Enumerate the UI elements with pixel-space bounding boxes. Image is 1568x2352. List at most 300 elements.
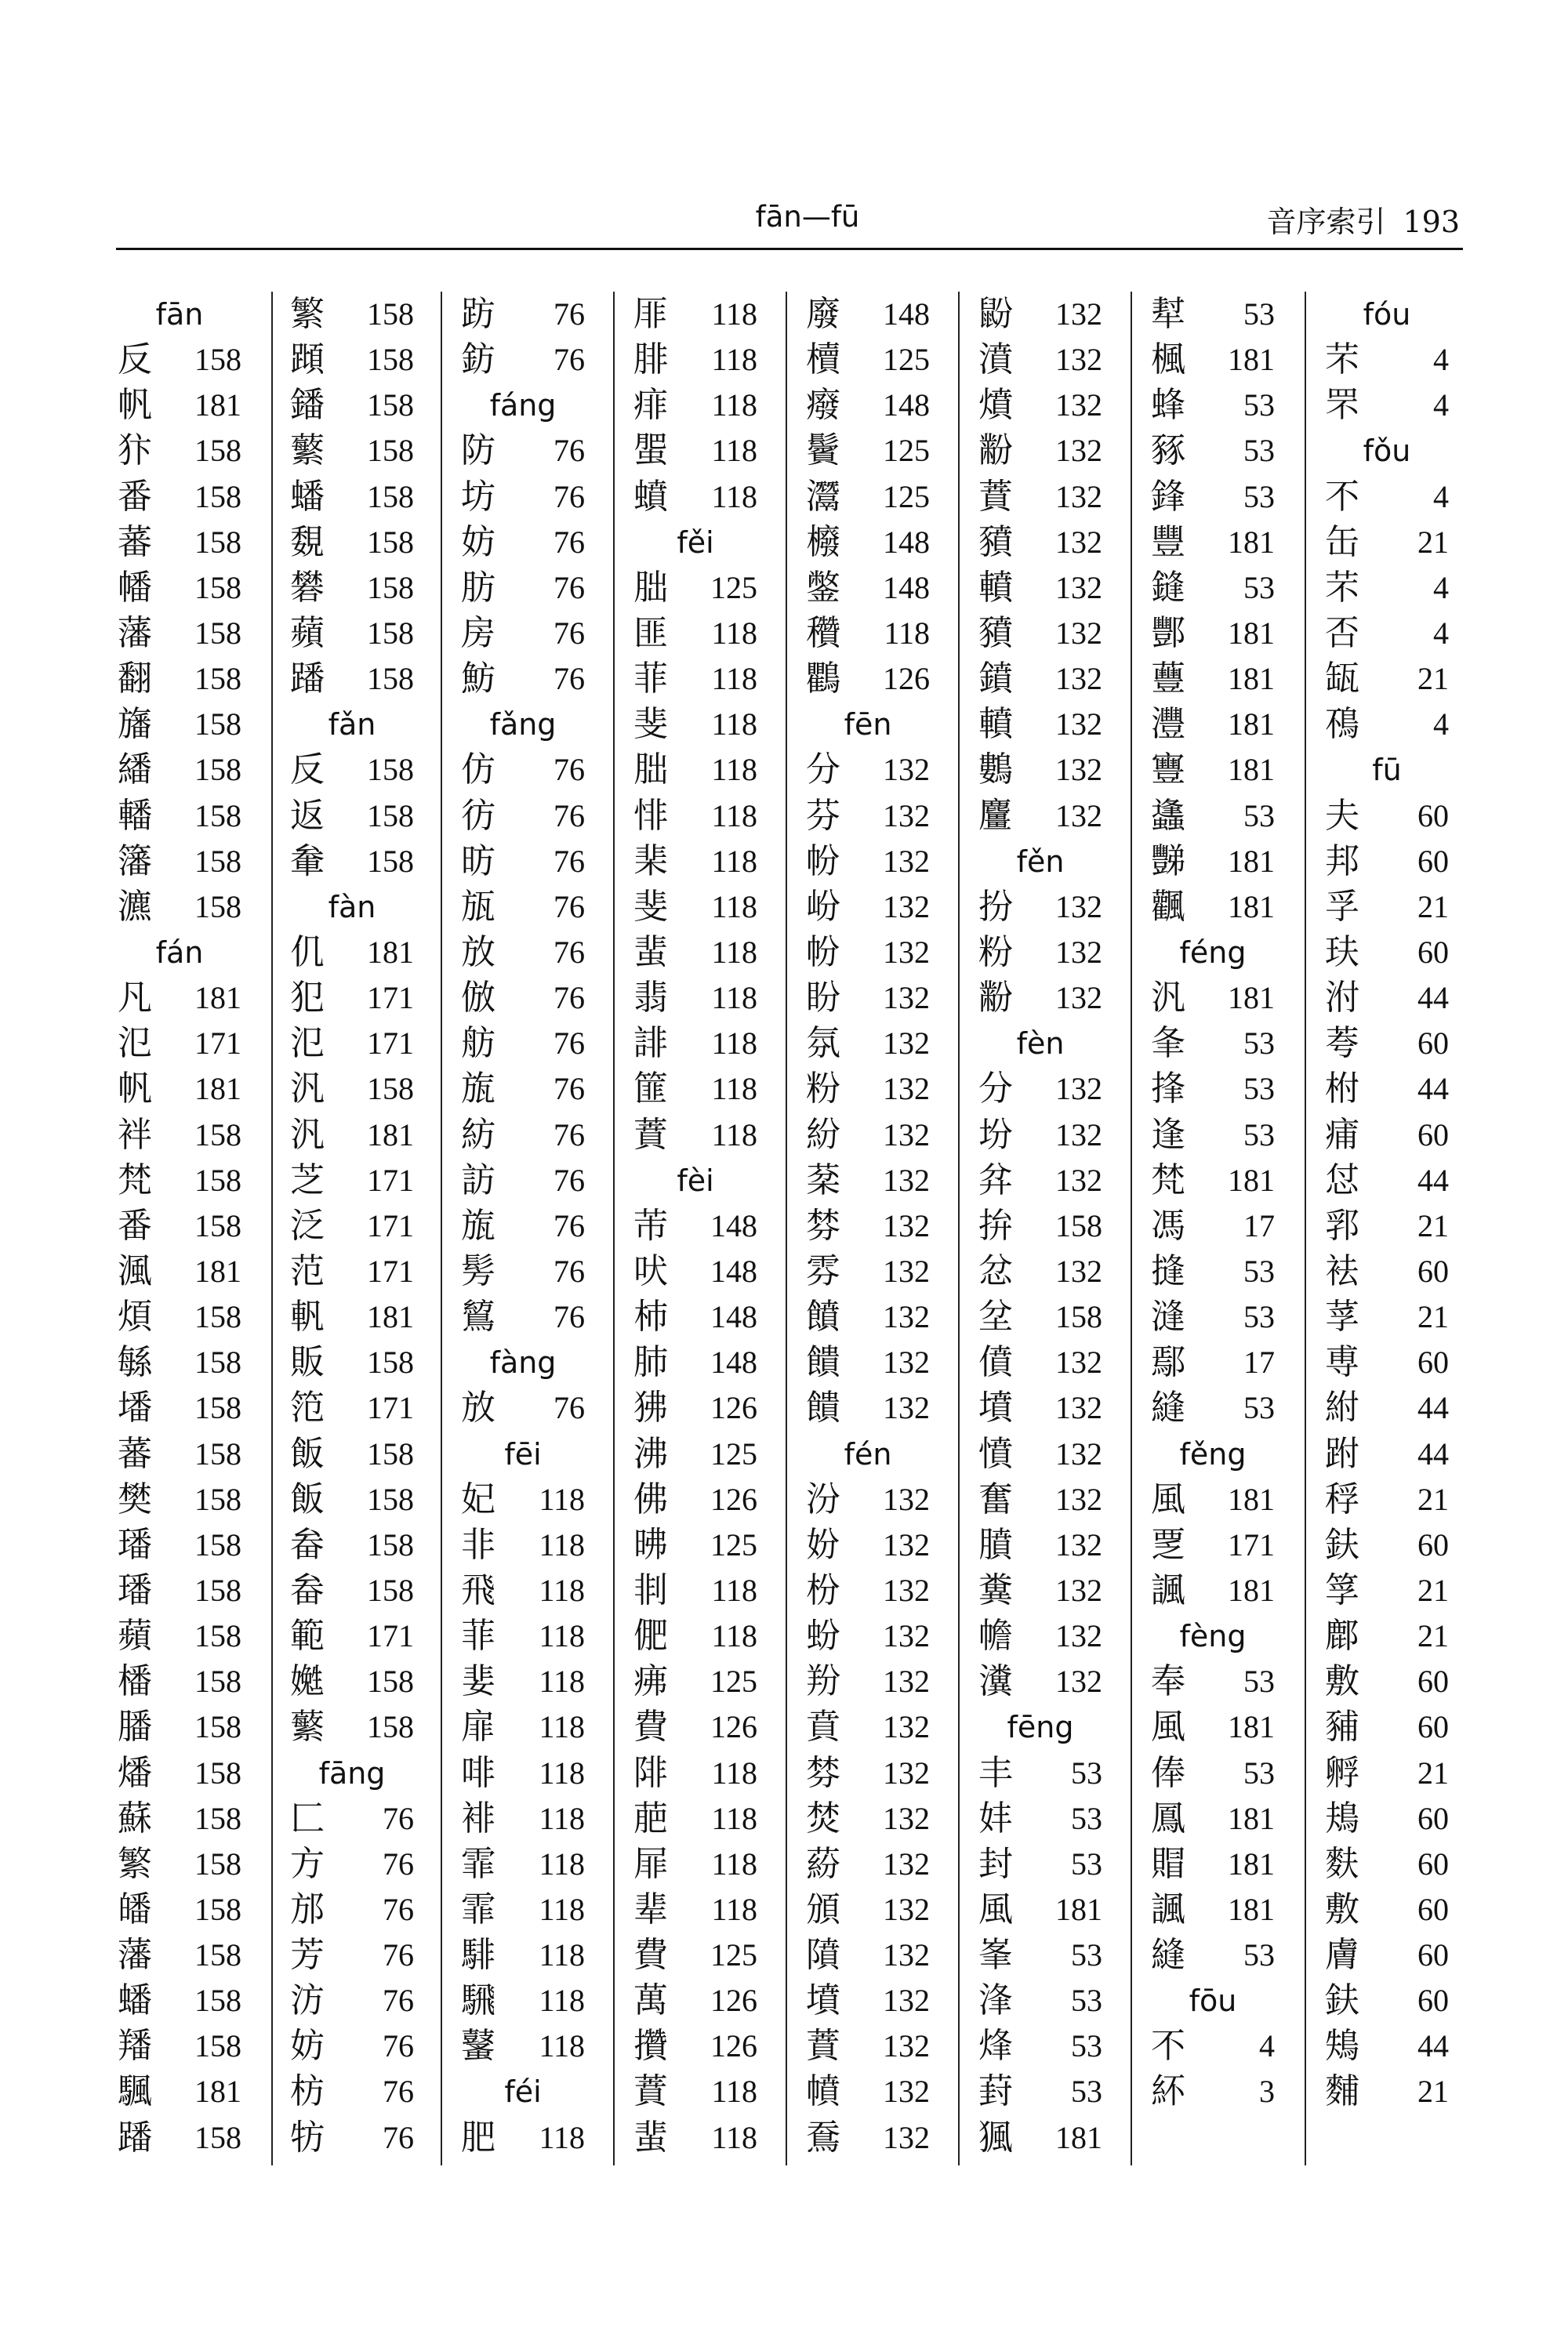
index-entry	[461, 565, 585, 611]
entry-character: 畚	[290, 1570, 325, 1610]
entry-page-number: 118	[539, 1618, 585, 1654]
index-entry	[978, 428, 1102, 474]
index-entry	[290, 2024, 414, 2069]
entry-page-number: 132	[883, 1162, 930, 1198]
entry-character: 吠	[633, 1250, 668, 1291]
entry-page-number: 60	[1417, 1025, 1449, 1062]
entry-page-number: 132	[1055, 615, 1102, 651]
entry-character: 扮	[978, 886, 1013, 927]
index-entry	[461, 975, 585, 1021]
index-entry	[633, 1842, 757, 1887]
entry-page-number: 118	[711, 843, 757, 879]
entry-character: 蹞	[290, 339, 325, 380]
entry-character: 封	[978, 1843, 1013, 1884]
index-entry	[461, 1659, 585, 1704]
entry-character: 瀌	[118, 886, 152, 927]
index-entry	[633, 793, 757, 839]
entry-character: 妦	[978, 1798, 1013, 1838]
entry-page-number: 53	[1243, 1937, 1275, 1973]
entry-character: 幩	[806, 2071, 840, 2112]
entry-page-number: 158	[194, 706, 241, 742]
entry-page-number: 132	[883, 1664, 930, 1700]
index-entry	[978, 1385, 1102, 1431]
entry-character: 沸	[633, 1433, 668, 1474]
index-entry	[1151, 1842, 1275, 1887]
entry-character: 敷	[1325, 1661, 1359, 1702]
index-entry	[1151, 1751, 1275, 1796]
index-entry	[118, 1613, 241, 1659]
entry-page-number: 158	[194, 2119, 241, 2155]
index-entry	[290, 1021, 414, 1066]
index-entry	[290, 428, 414, 474]
index-entry	[1325, 565, 1449, 611]
index-entry	[290, 1340, 414, 1385]
pinyin-heading: fèi	[677, 1163, 714, 1198]
index-entry	[633, 656, 757, 702]
entry-character: 轒	[978, 567, 1013, 608]
entry-character: 莩	[1325, 1297, 1359, 1338]
entry-character: 番	[118, 1205, 152, 1246]
entry-page-number: 60	[1417, 1983, 1449, 2019]
index-entry	[633, 1751, 757, 1796]
entry-character: 鼜	[461, 2026, 495, 2067]
entry-character: 豧	[1325, 1707, 1359, 1748]
entry-page-number: 60	[1417, 1709, 1449, 1745]
index-entry	[118, 2115, 241, 2161]
index-entry	[1151, 1796, 1275, 1842]
entry-character: 汎	[290, 1114, 325, 1155]
index-entry	[806, 474, 930, 520]
entry-page-number: 158	[194, 1390, 241, 1426]
entry-page-number: 158	[367, 569, 414, 605]
index-entry	[290, 1385, 414, 1431]
pinyin-heading: fēn	[844, 707, 892, 742]
entry-character: 豐	[1151, 521, 1185, 562]
index-entry	[806, 1751, 930, 1796]
entry-character: 櫠	[806, 521, 840, 562]
index-entry	[806, 839, 930, 884]
entry-page-number: 118	[711, 797, 757, 833]
index-entry	[978, 1477, 1102, 1523]
entry-page-number: 171	[367, 1390, 414, 1426]
entry-character: 氛	[806, 1023, 840, 1064]
entry-character: 篚	[633, 1069, 668, 1109]
entry-character: 燌	[978, 385, 1013, 426]
entry-page-number: 132	[1055, 387, 1102, 423]
index-entry	[1151, 1066, 1275, 1112]
entry-character: 蟠	[290, 476, 325, 517]
entry-page-number: 76	[554, 1253, 585, 1289]
entry-page-number: 44	[1417, 2028, 1449, 2064]
entry-character: 不	[1151, 2026, 1185, 2067]
entry-character: 摓	[1151, 1250, 1185, 1291]
index-entry	[118, 839, 241, 884]
entry-page-number: 132	[1055, 1436, 1102, 1472]
entry-character: 麠	[978, 795, 1013, 836]
index-entry	[806, 428, 930, 474]
entry-page-number: 158	[194, 1345, 241, 1381]
entry-page-number: 181	[1228, 1481, 1275, 1517]
entry-character: 朏	[633, 750, 668, 790]
index-entry	[1325, 520, 1449, 565]
entry-page-number: 126	[710, 1390, 757, 1426]
pinyin-heading: fàn	[328, 889, 376, 924]
index-entry	[1151, 1249, 1275, 1294]
entry-page-number: 21	[1417, 1481, 1449, 1517]
entry-page-number: 158	[367, 1071, 414, 1107]
header-rule	[116, 248, 1463, 250]
entry-page-number: 118	[539, 2028, 585, 2064]
index-entry	[978, 1203, 1102, 1249]
entry-character: 非	[461, 1524, 495, 1565]
entry-character: 楓	[1151, 339, 1185, 380]
column-rule	[271, 292, 273, 2165]
index-entry	[290, 1432, 414, 1477]
index-entry	[1151, 793, 1275, 839]
entry-page-number: 158	[367, 1664, 414, 1700]
entry-character: 屝	[633, 1843, 668, 1884]
index-entry	[118, 474, 241, 520]
entry-page-number: 53	[1071, 1937, 1102, 1973]
entry-character: 縫	[1151, 1935, 1185, 1976]
entry-character: 丰	[978, 1752, 1013, 1793]
index-entry	[806, 1158, 930, 1203]
entry-character: 反	[118, 339, 152, 380]
index-entry	[633, 975, 757, 1021]
entry-page-number: 118	[539, 1937, 585, 1973]
index-entry	[461, 747, 585, 793]
index-entry	[806, 1112, 930, 1158]
entry-page-number: 76	[383, 1846, 414, 1882]
entry-page-number: 181	[367, 934, 414, 970]
index-entry	[1325, 1432, 1449, 1477]
index-entry	[1325, 1203, 1449, 1249]
index-entry	[118, 1477, 241, 1523]
entry-page-number: 118	[539, 1800, 585, 1836]
index-entry	[806, 1385, 930, 1431]
pinyin-heading: fáng	[489, 388, 557, 423]
index-entry	[118, 1842, 241, 1887]
index-entry	[118, 1249, 241, 1294]
entry-page-number: 132	[883, 1891, 930, 1927]
index-entry	[118, 2069, 241, 2114]
index-entry	[290, 474, 414, 520]
entry-page-number: 118	[711, 888, 757, 924]
entry-character: 猦	[978, 2117, 1013, 2158]
column-rule	[786, 292, 787, 2165]
entry-page-number: 181	[1228, 706, 1275, 742]
index-entry	[633, 1978, 757, 2024]
entry-character: 芣	[1325, 339, 1359, 380]
pinyin-heading: fén	[844, 1436, 892, 1472]
entry-character: 稃	[1325, 1479, 1359, 1519]
index-column	[1151, 292, 1275, 2165]
entry-character: 璠	[118, 1570, 152, 1610]
index-entry	[806, 1887, 930, 1933]
index-entry	[118, 1887, 241, 1933]
entry-page-number: 60	[1417, 1846, 1449, 1882]
index-entry	[978, 1294, 1102, 1340]
column-rule	[958, 292, 960, 2165]
entry-page-number: 53	[1243, 387, 1275, 423]
entry-page-number: 132	[1055, 752, 1102, 788]
index-entry	[118, 702, 241, 747]
index-entry	[806, 292, 930, 337]
entry-character: 泭	[1325, 978, 1359, 1018]
index-entry	[118, 1704, 241, 1750]
index-entry	[461, 1477, 585, 1523]
entry-character: 犿	[118, 430, 152, 471]
entry-character: 飌	[1151, 886, 1185, 927]
entry-page-number: 158	[194, 1800, 241, 1836]
entry-page-number: 125	[883, 433, 930, 469]
entry-character: 費	[633, 1935, 668, 1976]
index-entry	[1151, 1568, 1275, 1613]
entry-page-number: 76	[554, 843, 585, 879]
pinyin-heading: fǎng	[489, 707, 557, 742]
entry-page-number: 158	[367, 1526, 414, 1563]
index-entry	[461, 1613, 585, 1659]
index-entry	[1151, 839, 1275, 884]
index-entry	[290, 1066, 414, 1112]
pinyin-heading: fōu	[1189, 1984, 1237, 2019]
index-entry	[118, 1933, 241, 1978]
entry-page-number: 21	[1417, 888, 1449, 924]
index-entry	[806, 1704, 930, 1750]
index-entry	[633, 337, 757, 383]
entry-page-number: 132	[1055, 1345, 1102, 1381]
entry-page-number: 181	[194, 1253, 241, 1289]
entry-character: 樊	[118, 1479, 152, 1519]
entry-character: 皤	[118, 1889, 152, 1929]
entry-character: 邡	[290, 1889, 325, 1929]
pinyin-heading: fān	[155, 297, 204, 332]
entry-page-number: 76	[554, 661, 585, 697]
entry-character: 饙	[806, 1297, 840, 1338]
entry-page-number: 132	[883, 797, 930, 833]
pinyin-heading: féi	[504, 2074, 542, 2110]
entry-character: 牥	[290, 2117, 325, 2158]
entry-character: 妨	[461, 521, 495, 562]
index-entry	[290, 520, 414, 565]
index-entry	[290, 337, 414, 383]
index-entry	[118, 747, 241, 793]
entry-page-number: 171	[367, 980, 414, 1016]
entry-character: 魴	[461, 659, 495, 699]
entry-character: 騑	[461, 1935, 495, 1976]
entry-character: 鴩	[1325, 2026, 1359, 2067]
entry-page-number: 132	[1055, 706, 1102, 742]
entry-page-number: 53	[1071, 1846, 1102, 1882]
entry-character: 汎	[290, 1069, 325, 1109]
index-entry	[461, 2115, 585, 2161]
entry-character: 訪	[461, 1160, 495, 1200]
index-entry	[290, 839, 414, 884]
entry-page-number: 132	[883, 2028, 930, 2064]
pinyin-heading: fēi	[504, 1436, 542, 1472]
entry-character: 繁	[290, 294, 325, 334]
entry-character: 鼢	[978, 294, 1013, 334]
index-entry	[806, 383, 930, 428]
entry-page-number: 118	[711, 1618, 757, 1654]
entry-page-number: 76	[554, 342, 585, 378]
entry-character: 攢	[633, 2026, 668, 2067]
entry-character: 酆	[1151, 612, 1185, 653]
entry-page-number: 181	[194, 980, 241, 1016]
index-entry	[978, 1659, 1102, 1704]
entry-character: 蘴	[1151, 659, 1185, 699]
entry-character: 芬	[806, 795, 840, 836]
index-entry	[806, 1021, 930, 1066]
index-entry	[290, 930, 414, 975]
entry-character: 蕡	[633, 1114, 668, 1155]
index-entry	[461, 1523, 585, 1568]
page-number: 193	[1403, 205, 1460, 239]
index-entry	[290, 656, 414, 702]
entry-character: 敷	[1325, 1889, 1359, 1929]
index-entry	[633, 884, 757, 930]
entry-character: 匚	[290, 1798, 325, 1838]
entry-character: 捀	[1151, 1069, 1185, 1109]
entry-page-number: 118	[539, 1526, 585, 1563]
entry-character: 麱	[1325, 2071, 1359, 2112]
pinyin-heading: fěn	[1016, 844, 1065, 879]
entry-page-number: 132	[883, 1937, 930, 1973]
index-entry	[1151, 428, 1275, 474]
index-entry	[1325, 383, 1449, 428]
entry-character: 反	[290, 750, 325, 790]
entry-character: 羒	[806, 1661, 840, 1702]
entry-page-number: 181	[1228, 1709, 1275, 1745]
index-entry	[118, 428, 241, 474]
index-entry	[1325, 2024, 1449, 2069]
entry-character: 膰	[118, 1707, 152, 1748]
index-entry	[633, 930, 757, 975]
entry-character: 蘩	[290, 430, 325, 471]
index-entry	[806, 884, 930, 930]
index-entry	[1151, 1887, 1275, 1933]
index-entry	[1151, 292, 1275, 337]
entry-page-number: 21	[1417, 1207, 1449, 1243]
entry-character: 飯	[290, 1479, 325, 1519]
index-entry	[461, 2024, 585, 2069]
entry-character: 旊	[461, 1069, 495, 1109]
entry-page-number: 76	[554, 433, 585, 469]
entry-character: 方	[290, 1843, 325, 1884]
entry-page-number: 158	[367, 1436, 414, 1472]
entry-character: 缻	[1325, 659, 1359, 699]
entry-character: 嬔	[290, 1661, 325, 1702]
entry-character: 雰	[806, 1250, 840, 1291]
entry-character: 孵	[1325, 1752, 1359, 1793]
entry-page-number: 132	[883, 1572, 930, 1608]
index-entry	[806, 1842, 930, 1887]
pinyin-heading: féng	[1179, 935, 1247, 970]
entry-character: 黺	[978, 978, 1013, 1018]
entry-character: 枋	[290, 2071, 325, 2112]
index-entry	[633, 1432, 757, 1477]
entry-character: 饋	[806, 1388, 840, 1428]
index-entry	[978, 1751, 1102, 1796]
pinyin-heading: fǎn	[328, 707, 376, 742]
index-entry	[978, 975, 1102, 1021]
entry-page-number: 132	[883, 752, 930, 788]
index-entry	[806, 1978, 930, 2024]
entry-character: 拚	[978, 1205, 1013, 1246]
entry-page-number: 181	[1055, 1891, 1102, 1927]
index-entry	[1151, 1704, 1275, 1750]
entry-character: 風	[1151, 1707, 1185, 1748]
entry-character: 鈁	[461, 339, 495, 380]
entry-page-number: 181	[1228, 1162, 1275, 1198]
entry-character: 騛	[461, 1980, 495, 2021]
index-entry	[1151, 474, 1275, 520]
index-entry	[118, 565, 241, 611]
entry-character: 坋	[978, 1114, 1013, 1155]
index-entry	[806, 1933, 930, 1978]
entry-page-number: 148	[710, 1299, 757, 1335]
entry-page-number: 181	[1228, 1800, 1275, 1836]
entry-character: 紨	[1325, 1388, 1359, 1428]
entry-page-number: 132	[883, 1253, 930, 1289]
entry-page-number: 118	[539, 1664, 585, 1700]
entry-page-number: 118	[711, 478, 757, 514]
entry-character: 夆	[1151, 1023, 1185, 1064]
index-entry	[633, 839, 757, 884]
index-entry	[290, 1477, 414, 1523]
index-column	[978, 292, 1102, 2165]
index-entry	[1151, 975, 1275, 1021]
entry-page-number: 53	[1243, 433, 1275, 469]
entry-character: 櫝	[806, 339, 840, 380]
entry-character: 峯	[978, 1935, 1013, 1976]
entry-page-number: 158	[367, 387, 414, 423]
entry-page-number: 181	[194, 2074, 241, 2110]
entry-page-number: 76	[554, 888, 585, 924]
entry-page-number: 60	[1417, 1664, 1449, 1700]
entry-page-number: 132	[1055, 1526, 1102, 1563]
entry-page-number: 76	[554, 1162, 585, 1198]
entry-character: 凡	[118, 978, 152, 1018]
index-column	[633, 292, 757, 2165]
index-entry	[978, 1340, 1102, 1385]
entry-page-number: 76	[554, 980, 585, 1016]
index-entry	[633, 428, 757, 474]
index-entry	[633, 565, 757, 611]
entry-page-number: 181	[367, 1116, 414, 1152]
entry-page-number: 60	[1417, 934, 1449, 970]
index-entry	[978, 520, 1102, 565]
entry-character: 棼	[806, 1205, 840, 1246]
entry-page-number: 158	[194, 478, 241, 514]
entry-character: 婓	[461, 1661, 495, 1702]
index-column	[461, 292, 585, 2165]
entry-character: 蕡	[978, 476, 1013, 517]
index-entry	[633, 1066, 757, 1112]
entry-character: 昉	[461, 840, 495, 881]
entry-page-number: 126	[883, 661, 930, 697]
entry-page-number: 158	[367, 1572, 414, 1608]
entry-character: 繙	[118, 750, 152, 790]
index-entry	[978, 1613, 1102, 1659]
entry-character: 逢	[1151, 1114, 1185, 1155]
index-entry	[1325, 1978, 1449, 2024]
column-rule	[613, 292, 615, 2165]
index-entry	[633, 702, 757, 747]
index-entry	[118, 1066, 241, 1112]
entry-page-number: 76	[554, 524, 585, 560]
entry-character: 汸	[290, 1980, 325, 2021]
